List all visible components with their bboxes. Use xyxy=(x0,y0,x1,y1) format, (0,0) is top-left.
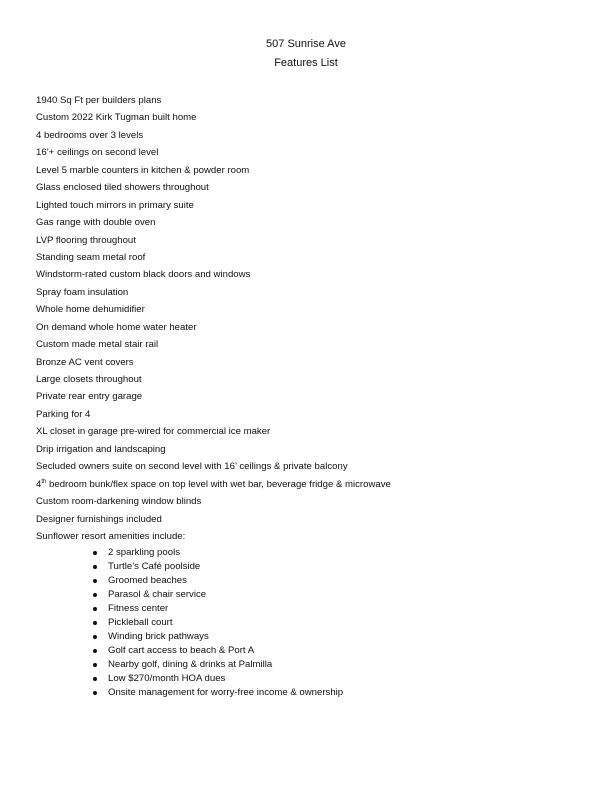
amenity-label: Pickleball court xyxy=(108,617,173,628)
amenity-item xyxy=(93,686,593,700)
bullet-icon xyxy=(93,649,97,653)
features-list xyxy=(36,92,596,545)
amenity-item xyxy=(93,672,593,686)
bullet-icon xyxy=(93,579,97,583)
amenity-label: Nearby golf, dining & drinks at Palmilla xyxy=(108,659,273,670)
feature-item: LVP flooring throughout xyxy=(36,234,136,246)
feature-item: Custom made metal stair rail xyxy=(36,339,159,351)
feature-item: Level 5 marble counters in kitchen & powder room xyxy=(36,164,250,176)
feature-item-bunk xyxy=(36,476,596,493)
bullet-icon xyxy=(93,663,97,667)
feature-item: Custom room-darkening window blinds xyxy=(36,496,202,508)
feature-item: XL closet in garage pre-wired for commercial ice maker xyxy=(36,426,271,438)
bunk-description: bedroom bunk/flex space on top level with wet bar, beverage fridge & microwave xyxy=(46,478,391,490)
bunk-ordinal-suffix: th xyxy=(41,478,47,485)
bullet-icon xyxy=(93,551,97,555)
amenity-item xyxy=(93,658,593,672)
feature-item: Designer furnishings included xyxy=(36,513,162,525)
amenities-heading: Sunflower resort amenities include: xyxy=(36,530,186,542)
amenity-item xyxy=(93,546,593,560)
amenity-label: Turtle’s Café poolside xyxy=(108,561,201,572)
feature-item: On demand whole home water heater xyxy=(36,321,197,333)
feature-item: Private rear entry garage xyxy=(36,391,143,403)
feature-item: Large closets throughout xyxy=(36,374,142,385)
amenity-item xyxy=(93,644,593,658)
amenity-item xyxy=(93,602,593,616)
amenity-item xyxy=(93,588,593,602)
amenity-label: Onsite management for worry-free income & ownership xyxy=(108,687,344,698)
feature-item: Spray foam insulation xyxy=(36,286,129,298)
amenity-item xyxy=(93,630,593,644)
feature-item: 1940 Sq Ft per builders plans xyxy=(36,95,162,106)
bullet-icon xyxy=(93,677,97,681)
amenity-label: 2 sparkling pools xyxy=(108,547,180,558)
feature-item: Windstorm-rated custom black doors and windows xyxy=(36,269,251,281)
amenity-label: Fitness center xyxy=(108,603,169,614)
amenity-label: Golf cart access to beach & Port A xyxy=(108,645,255,656)
bullet-icon xyxy=(93,565,97,569)
bullet-icon xyxy=(93,607,97,611)
feature-item: Secluded owners suite on second level with 16’ ceilings & private balcony xyxy=(36,461,348,473)
document-title: 507 Sunrise Ave xyxy=(266,38,346,50)
bullet-icon xyxy=(93,691,97,695)
document-subtitle: Features List xyxy=(274,57,338,69)
bullet-icon xyxy=(93,635,97,639)
feature-item: Whole home dehumidifier xyxy=(36,304,145,316)
amenity-label: Low $270/month HOA dues xyxy=(108,673,226,684)
bullet-icon xyxy=(93,593,97,597)
feature-item: 16’+ ceilings on second level xyxy=(36,147,159,159)
amenity-item xyxy=(93,616,593,630)
amenity-item xyxy=(93,574,593,588)
feature-item: Lighted touch mirrors in primary suite xyxy=(36,199,194,211)
feature-item: 4 bedrooms over 3 levels xyxy=(36,129,144,141)
feature-item: Drip irrigation and landscaping xyxy=(36,443,166,455)
amenity-label: Winding brick pathways xyxy=(108,631,209,642)
amenity-label: Parasol & chair service xyxy=(108,589,207,600)
feature-item: Bronze AC vent covers xyxy=(36,356,134,368)
feature-item: Custom 2022 Kirk Tugman built home xyxy=(36,112,197,124)
bullet-icon xyxy=(93,621,97,625)
feature-item: Standing seam metal roof xyxy=(36,251,146,263)
feature-item: Gas range with double oven xyxy=(36,217,156,229)
amenity-item xyxy=(93,560,593,574)
feature-item: Parking for 4 xyxy=(36,408,91,420)
feature-item: Glass enclosed tiled showers throughout xyxy=(36,182,209,194)
bunk-number: 4 xyxy=(36,478,42,490)
amenities-list xyxy=(93,546,593,700)
amenity-label: Groomed beaches xyxy=(108,575,187,586)
